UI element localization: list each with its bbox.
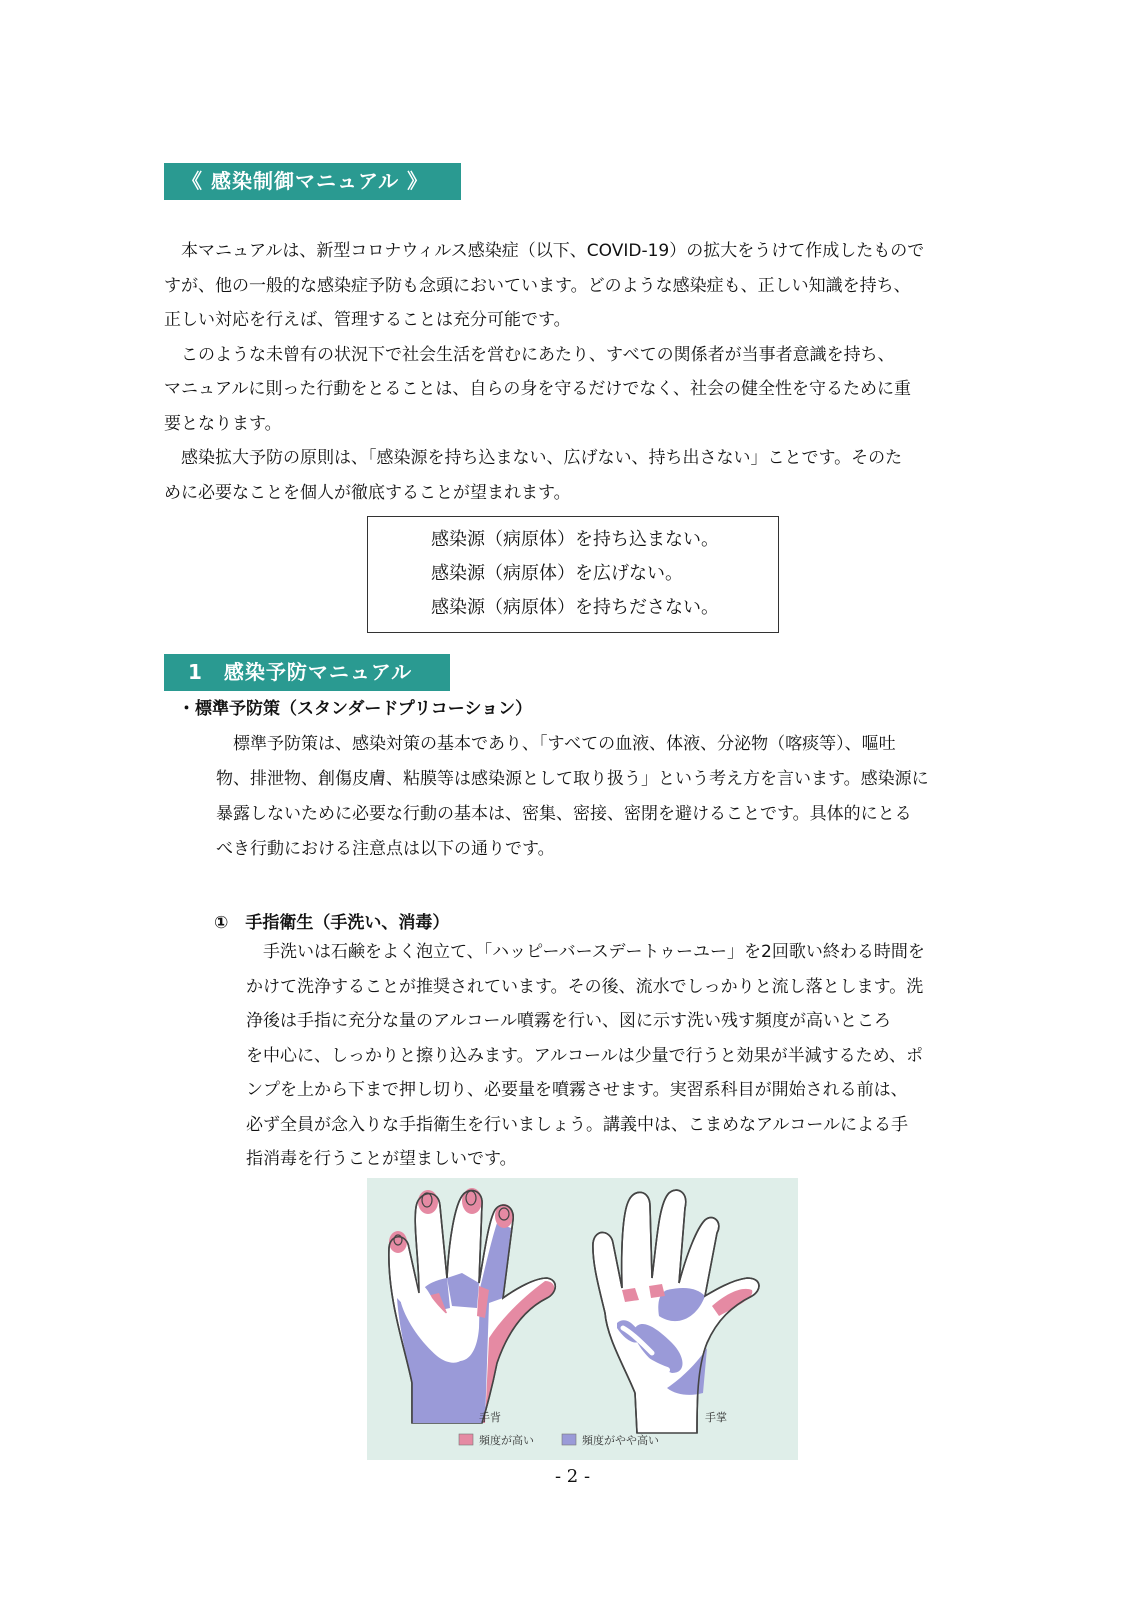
section-banner: 1 感染予防マニュアル <box>164 654 450 691</box>
palm-label: 手掌 <box>705 1411 727 1424</box>
legend-high-label: 頻度が高い <box>479 1434 534 1447</box>
hand-washing-figure <box>367 1178 798 1460</box>
intro-line: このような未曾有の状況下で社会生活を営むにあたり、すべての関係者が当事者意識を持ち、 <box>164 344 895 365</box>
intro-line: すが、他の一般的な感染症予防も念頭においています。どのような感染症も、正しい知識を持ち、 <box>164 275 911 296</box>
hand-hygiene-heading: ① 手指衛生（手洗い、消毒） <box>214 913 450 933</box>
hand-palm-illustration <box>593 1190 759 1433</box>
principle-item: 感染源（病原体）を広げない。 <box>431 563 683 584</box>
text-line: 暴露しないために必要な行動の基本は、密集、密接、密閉を避けることです。具体的にとる <box>216 804 912 824</box>
standard-precautions-text <box>216 727 986 867</box>
intro-line: 正しい対応を行えば、管理することは充分可能です。 <box>164 310 571 330</box>
text-line: を中心に、しっかりと擦り込みます。アルコールは少量で行うと効果が半減するため、ポ <box>246 1045 923 1066</box>
hand-back-illustration <box>389 1188 555 1423</box>
text-line: かけて洗浄することが推奨されています。その後、流水でしっかりと流し落とします。洗 <box>246 976 924 997</box>
intro-paragraph <box>164 234 986 510</box>
text-line: 手洗いは石鹸をよく泡立て、「ハッピーバースデートゥーユー」を2回歌い終わる時間を <box>246 942 925 962</box>
hand-hygiene-text <box>246 935 986 1177</box>
page-number: - 2 - <box>555 1466 591 1487</box>
text-line: 標準予防策は、感染対策の基本であり、「すべての血液、体液、分泌物（喀痰等）、嘔吐 <box>216 734 896 754</box>
principle-item: 感染源（病原体）を持ち込まない。 <box>431 529 719 550</box>
hand-diagram <box>367 1178 798 1460</box>
text-line: ンプを上から下まで押し切り、必要量を噴霧させます。実習系科目が開始される前は、 <box>246 1080 908 1100</box>
text-line: べき行動における注意点は以下の通りです。 <box>216 839 555 859</box>
intro-line: 本マニュアルは、新型コロナウィルス感染症（以下、COVID-19）の拡大をうけて作成したもので <box>164 241 925 261</box>
intro-line: 感染拡大予防の原則は、「感染源を持ち込まない、広げない、持ち出さない」ことです。そのた <box>164 448 903 468</box>
text-line: 物、排泄物、創傷皮膚、粘膜等は感染源として取り扱う」という考え方を言います。感染源に <box>216 769 929 789</box>
intro-line: めに必要なことを個人が徹底することが望まれます。 <box>164 482 571 503</box>
legend-mid-label: 頻度がやや高い <box>582 1434 659 1447</box>
manual-title-banner: 《 感染制御マニュアル 》 <box>164 163 461 200</box>
intro-line: マニュアルに則った行動をとることは、自らの身を守るだけでなく、社会の健全性を守るために重 <box>164 379 911 399</box>
text-line: 指消毒を行うことが望ましいです。 <box>246 1149 517 1169</box>
text-line: 浄後は手指に充分な量のアルコール噴霧を行い、図に示す洗い残す頻度が高いところ <box>246 1011 891 1031</box>
legend-high-swatch <box>459 1434 473 1445</box>
principle-item: 感染源（病原体）を持ちださない。 <box>431 597 719 618</box>
intro-line: 要となります。 <box>164 413 282 434</box>
back-of-hand-label: 手背 <box>479 1411 501 1424</box>
legend-mid-swatch <box>562 1434 576 1445</box>
text-line: 必ず全員が念入りな手指衛生を行いましょう。講義中は、こまめなアルコールによる手 <box>246 1114 908 1135</box>
principles-box <box>367 516 779 633</box>
standard-precautions-heading: ・標準予防策（スタンダードプリコーション） <box>178 699 533 719</box>
